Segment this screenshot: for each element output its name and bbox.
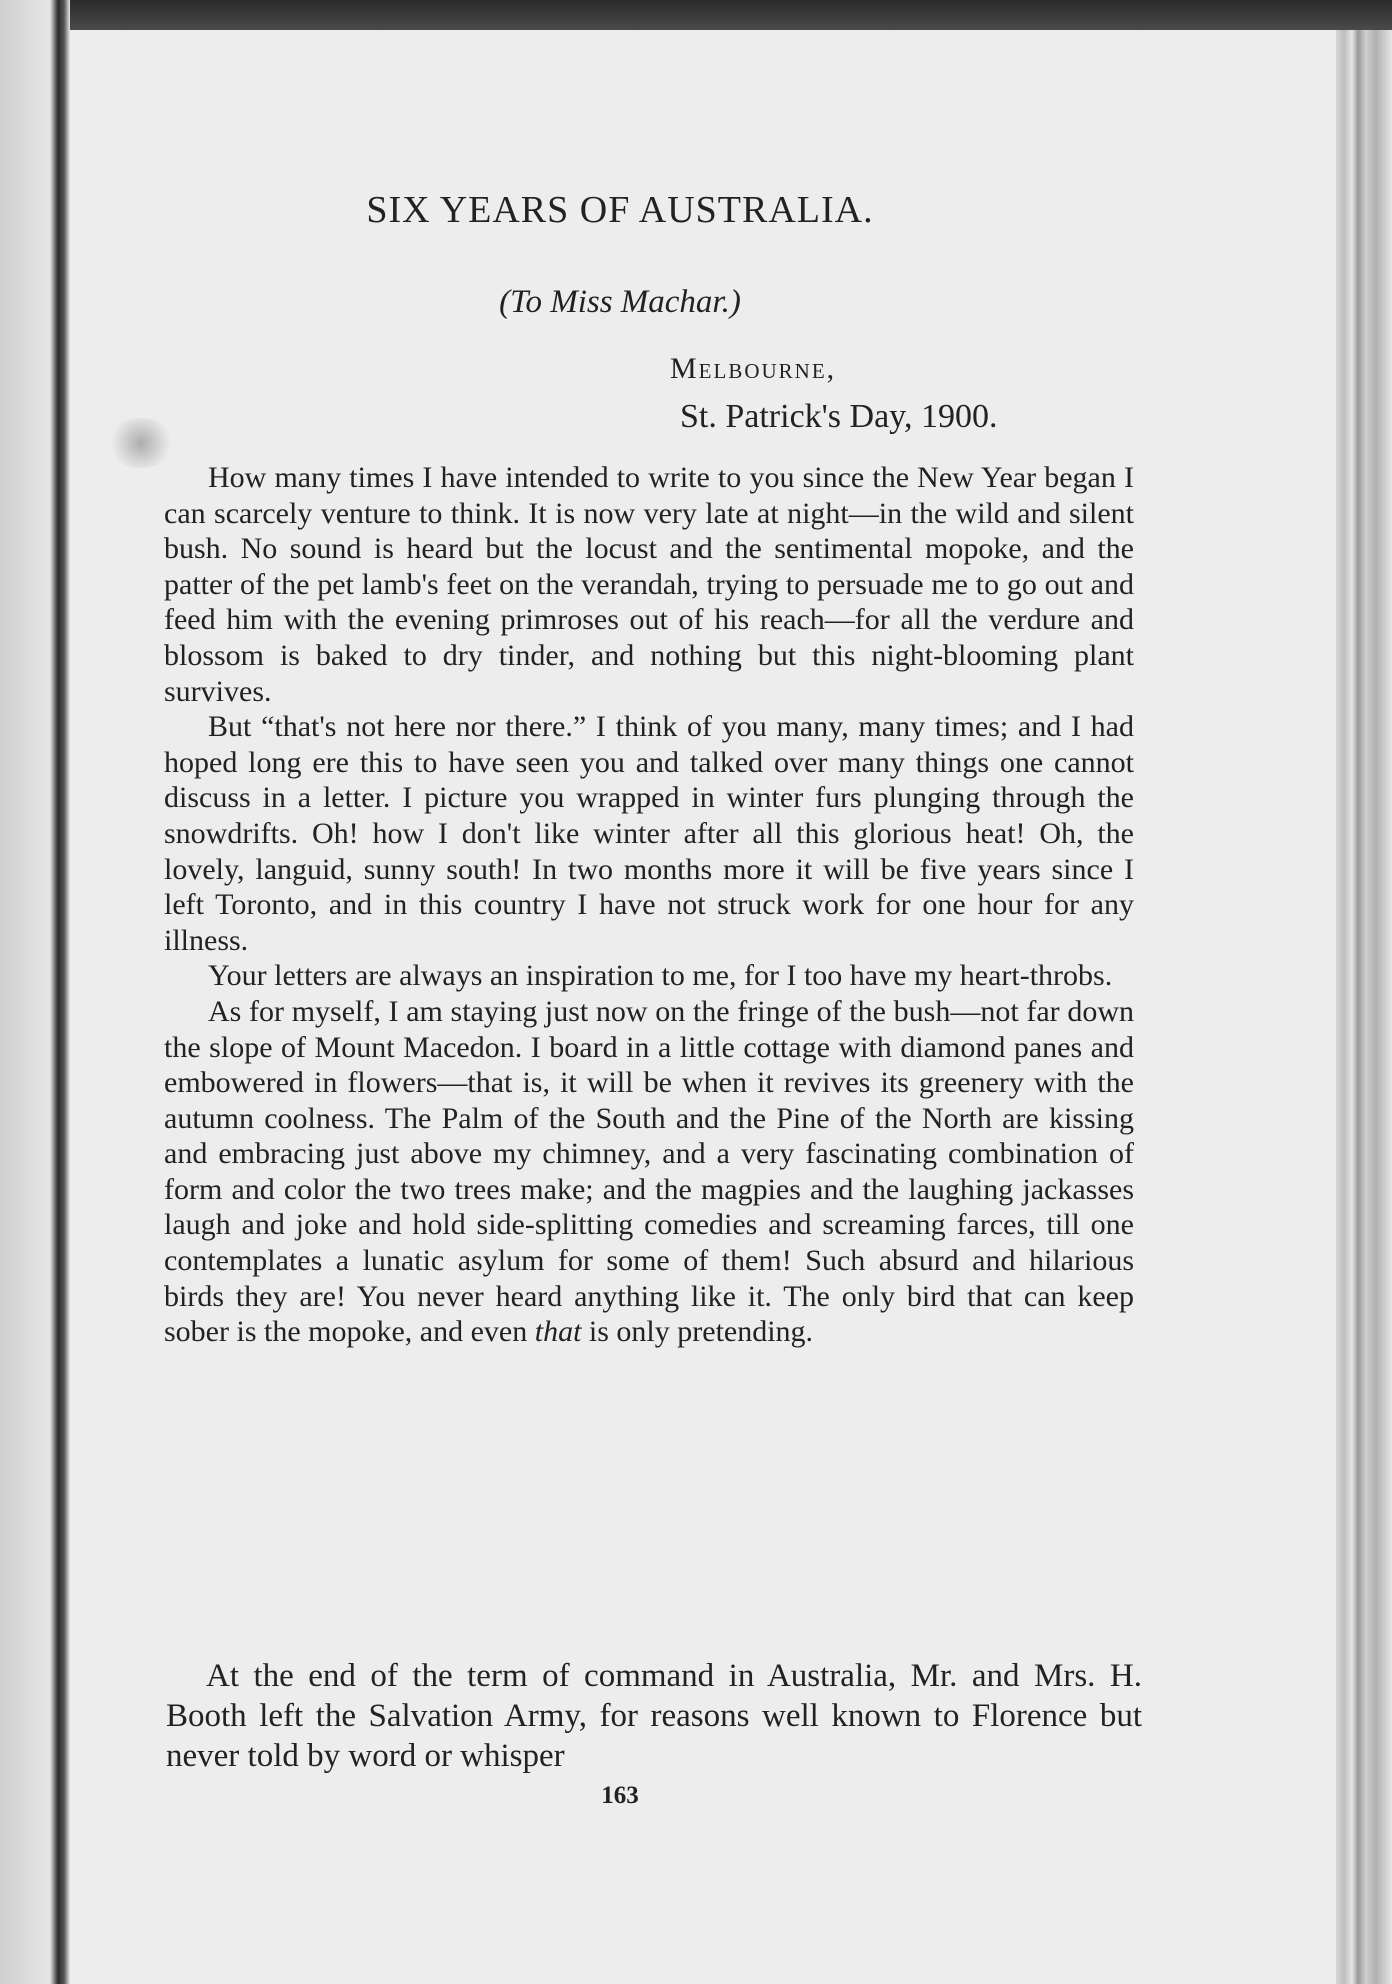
- letter-place: Melbourne,: [670, 352, 837, 385]
- book-page-edges-right: [1336, 30, 1392, 1984]
- letter-paragraph: But “that's not here nor there.” I think of you many, many times; and I had hoped long ere this to have seen you and talked over many things one cannot discuss in a letter. I picture you wrapped in winter furs plunging through the snowdrifts. Oh! how I don't like winter after all this glorious heat! Oh, the lovely, languid, sunny south! In two months more it will be five years since I left Toronto, and in this country I have not struck work for one hour for any illness.: [164, 710, 1134, 957]
- narrative-paragraph: At the end of the term of command in Australia, Mr. and Mrs. H. Booth left the Salvation Army, for reasons well known to Florence but never told by word or whisper: [166, 1658, 1142, 1774]
- book-binding-left: [0, 0, 70, 1984]
- letter-paragraph: As for myself, I am staying just now on the fringe of the bush—not far down the slope of Mount Macedon. I board in a little cottage with diamond panes and embowered in flowers—that is, it will be when it revives its greenery with the autumn coolness. The Palm of the South and the Pine of the North are kissing and embracing just above my chimney, and a very fascinating combination of form and color the two trees make; and the magpies and the laughing jackasses laugh and joke and hold side-splitting comedies and screaming farces, till one contemplates a lunatic asylum for some of them! Such absurd and hilarious birds they are! You never heard anything like it. The only bird that can keep sober is the mopoke, and even that is only pretending.: [164, 994, 1134, 1349]
- book-page: [70, 30, 1336, 1984]
- letter-paragraph: How many times I have intended to write to you since the New Year began I can scarcely venture to think. It is now very late at night—in the wild and silent bush. No sound is heard but the locust and the sentimental mopoke, and the patter of the pet lamb's feet on the verandah, trying to persuade me to go out and feed him with the evening primroses out of his reach—for all the verdure and blossom is baked to dry tinder, and nothing but this night-blooming plant survives.: [164, 461, 1134, 708]
- letter-paragraph: Your letters are always an inspiration to me, for I too have my heart-throbs.: [208, 959, 1113, 993]
- dedication: [70, 284, 1170, 321]
- page-number: 163: [601, 1782, 639, 1809]
- dedication-text: (To Miss Machar.): [499, 284, 741, 320]
- letter-body: [164, 460, 1134, 1350]
- book-spine-top: [0, 0, 1392, 30]
- letter-date: St. Patrick's Day, 1900.: [680, 398, 998, 435]
- chapter-title: SIX YEARS OF AUSTRALIA.: [366, 189, 874, 231]
